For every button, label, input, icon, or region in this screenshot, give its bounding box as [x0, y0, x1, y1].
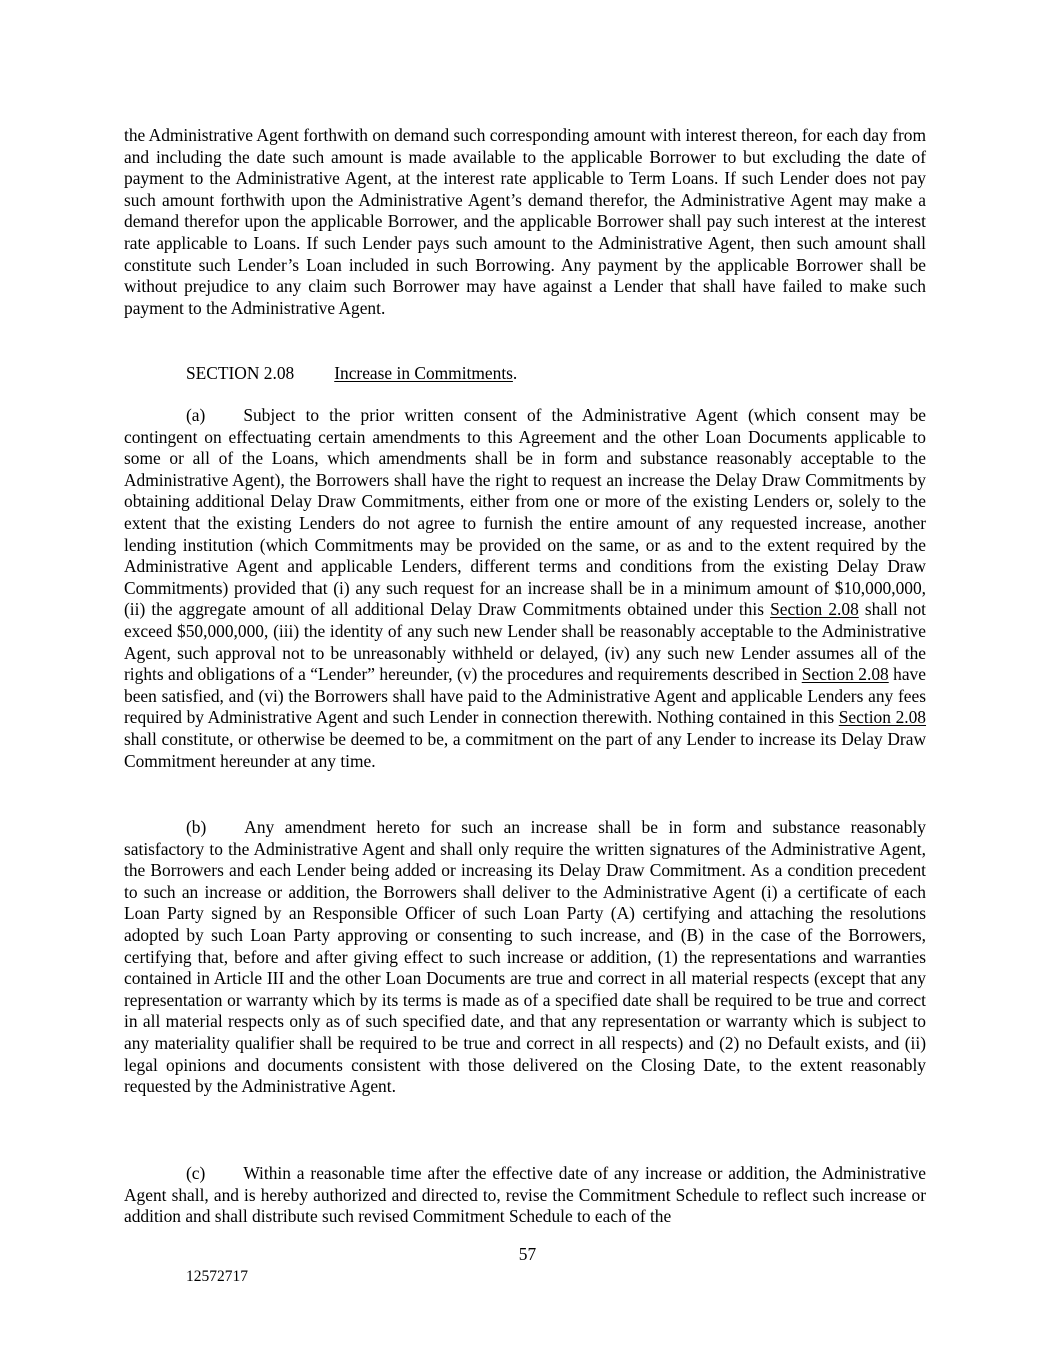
- paragraph-a-text-2: shall not exceed $50,000,000, (iii) the identity of any such new Lender shall be reasonably acceptable to the Administrative Agent, such approval not to be unreasonably withheld or delayed, (iv) any such new Lender assumes all of the rights and obligations of a “Lender” hereunder, (v) the procedures and requirements described in: [124, 599, 927, 685]
- paragraph-a-text-3: have been satisfied, and (vi) the Borrowers shall have paid to the Administrative Agent and applicable Lenders any fees required by Administrative Agent and such Lender in connection therewith. Nothing contained in this: [124, 664, 926, 728]
- paragraph-c: [124, 1163, 926, 1228]
- paragraph-b-text: Any amendment hereto for such an increase shall be in form and substance reasonably satisfactory to the Administrative Agent and shall only require the written signatures of the Administrative Agent, the Borrowers and each Lender being added or increasing its Delay Draw Commitment. As a condition precedent to such an increase or addition, the Borrowers shall deliver to the Administrative Agent (i) a certificate of each Loan Party signed by an Responsible Officer of such Loan Party (A) certifying and attaching the resolutions adopted by such Loan Party approving or consenting to such increase, and (B) in the case of the Borrowers, certifying that, before and after giving effect to such increase or addition, (1) the representations and warranties contained in Article III and the other Loan Documents are true and correct in all material respects (except that any representation or warranty which by its terms is made as of a specified date shall be required to be true and correct in all material respects only as of such specified date, and that any representation or warranty which is subject to any materiality qualifier shall be required to be true and correct in all respects) and (2) no Default exists, and (ii) legal opinions and documents consistent with those delivered on the Closing Date, to the extent reasonably requested by the Administrative Agent.: [124, 817, 926, 1097]
- section-reference: Section 2.08: [838, 707, 927, 728]
- page-number: 57: [518, 1244, 537, 1264]
- section-heading: [124, 363, 926, 385]
- paragraph-b: [124, 817, 926, 1098]
- paragraph-c-label: (c): [186, 1163, 206, 1183]
- section-title-suffix: .: [512, 363, 518, 383]
- paragraph-a: [124, 405, 926, 772]
- paragraph-b-label: (b): [186, 817, 207, 837]
- section-reference: Section 2.08: [770, 599, 859, 620]
- document-id: 12572717: [186, 1268, 248, 1285]
- section-number: SECTION 2.08: [186, 363, 295, 383]
- section-title: Increase in Commitments: [334, 363, 513, 383]
- section-reference: Section 2.08: [801, 664, 889, 685]
- paragraph-c-text: Within a reasonable time after the effective date of any increase or addition, the Administrative Agent shall, and is hereby authorized and directed to, revise the Commitment Schedule to reflect such increase or addition and shall distribute such revised Commitment Schedule to each of the: [124, 1163, 926, 1227]
- paragraph-a-text-1: Subject to the prior written consent of the Administrative Agent (which consent may be contingent on effectuating certain amendments to this Agreement and the other Loan Documents applicable to some or all of the Loans, which amendments shall be in form and substance reasonably acceptable to the Administrative Agent), the Borrowers shall have the right to request an increase the Delay Draw Commitments by obtaining additional Delay Draw Commitments, either from one or more of the existing Lenders or, solely to the extent that the existing Lenders do not agree to furnish the entire amount of any requested increase, another lending institution (which Commitments may be provided on the same, or as and to the extent required by the Administrative Agent and applicable Lenders, different terms and conditions from the existing Delay Draw Commitments) provided that (i) any such request for an increase shall be in a minimum amount of $10,000,000, (ii) the aggregate amount of all additional Delay Draw Commitments obtained under this: [124, 405, 926, 620]
- continued-paragraph: the Administrative Agent forthwith on demand such corresponding amount with interest thereon, for each day from and including the date such amount is made available to the applicable Borrower to but excluding the date of payment to the Administrative Agent, at the interest rate applicable to Term Loans. If such Lender does not pay such amount forthwith upon the Administrative Agent’s demand therefor, the Administrative Agent may make a demand therefor upon the applicable Borrower, and the applicable Borrower shall pay such interest at the interest rate applicable to Loans. If such Lender pays such amount to the Administrative Agent, then such amount shall constitute such Lender’s Loan included in such Borrowing. Any payment by the applicable Borrower shall be without prejudice to any claim such Borrower may have against a Lender that shall have failed to make such payment to the Administrative Agent.: [124, 125, 926, 318]
- paragraph-a-text-4: shall constitute, or otherwise be deemed to be, a commitment on the part of any Lender to increase its Delay Draw Commitment hereunder at any time.: [124, 728, 926, 771]
- paragraph-a-label: (a): [186, 405, 206, 425]
